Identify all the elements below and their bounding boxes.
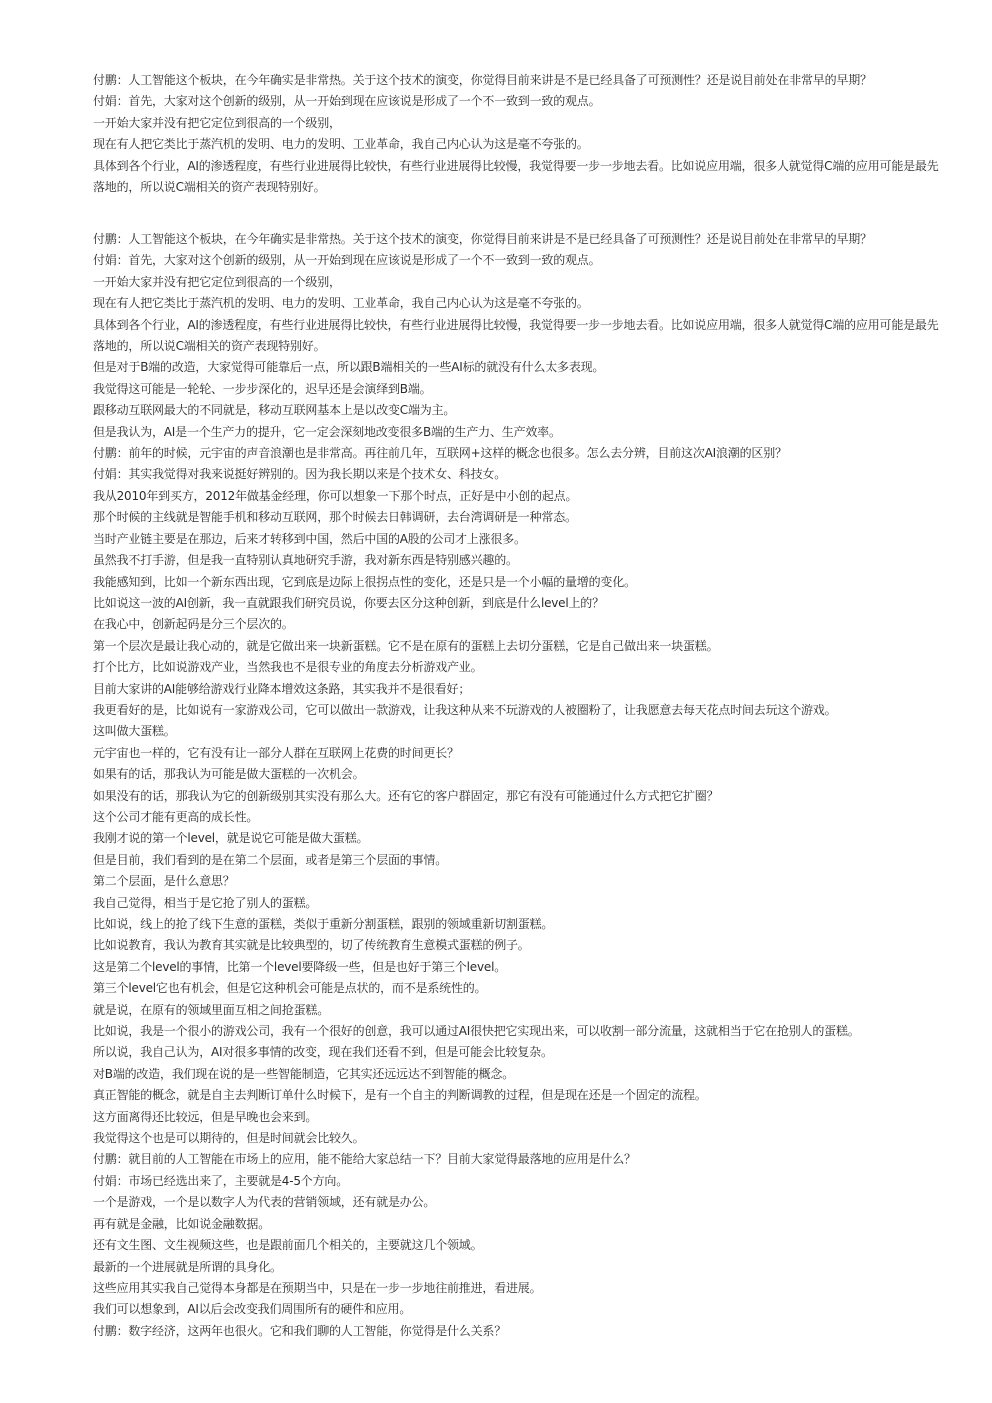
- transcript-line: 我自己觉得，相当于是它抢了别人的蛋糕。: [93, 895, 318, 910]
- transcript-line: 付鹏：人工智能这个板块，在今年确实是非常热。关于这个技术的演变，你觉得目前来讲是不是已经具备了可预测性？还是说目前处在非常早的早期？: [93, 232, 872, 246]
- transcript-line: 现在有人把它类比于蒸汽机的发明、电力的发明、工业革命，我自己内心认为这是毫不夸张的。: [93, 296, 589, 311]
- transcript-line: 付鹏：就目前的人工智能在市场上的应用，能不能给大家总结一下？目前大家觉得最落地的应用是什么？: [93, 1152, 636, 1167]
- transcript-line: 我觉得这个也是可以期待的，但是时间就会比较久。: [93, 1131, 365, 1146]
- transcript-line: 第三个level它也有机会，但是它这种机会可能是点状的，而不是系统性的。: [93, 981, 487, 996]
- transcript-line: 跟移动互联网最大的不同就是，移动互联网基本上是以改变C端为主。: [93, 403, 456, 418]
- transcript-line: 当时产业链主要是在那边，后来才转移到中国，然后中国的A股的公司才上涨很多。: [93, 531, 526, 546]
- transcript-excerpt-2: [93, 229, 945, 1342]
- transcript-line: 第二个层面，是什么意思？: [93, 874, 235, 889]
- transcript-line: 这个公司才能有更高的成长性。: [93, 809, 259, 824]
- transcript-line: 但是我认为，AI是一个生产力的提升，它一定会深刻地改变很多B端的生产力、生产效率。: [93, 424, 561, 439]
- transcript-line: 虽然我不打手游，但是我一直特别认真地研究手游，我对新东西是特别感兴趣的。: [93, 553, 518, 568]
- transcript-line: 我能感知到，比如一个新东西出现，它到底是边际上很拐点性的变化，还是只是一个小幅的量增的变化。: [93, 574, 636, 589]
- transcript-line: 如果有的话，那我认为可能是做大蛋糕的一次机会。: [93, 767, 365, 782]
- transcript-line: 这叫做大蛋糕。: [93, 724, 176, 739]
- transcript-line: 再有就是金融，比如说金融数据。: [93, 1216, 271, 1231]
- transcript-line: 付鹏：数字经济，这两年也很火。它和我们聊的人工智能，你觉得是什么关系？: [93, 1323, 507, 1338]
- transcript-line: 付娟：市场已经选出来了，主要就是4-5个方向。: [93, 1173, 349, 1188]
- transcript-line: 付娟：首先，大家对这个创新的级别，从一开始到现在应该说是形成了一个不一致到一致的观点。: [93, 253, 601, 268]
- transcript-line: 比如说，线上的抢了线下生意的蛋糕，类似于重新分割蛋糕，跟别的领域重新切割蛋糕。: [93, 917, 554, 931]
- transcript-line: 元宇宙也一样的，它有没有让一部分人群在互联网上花费的时间更长？: [93, 745, 459, 760]
- transcript-line: 这些应用其实我自己觉得本身都是在预期当中，只是在一步一步地往前推进，看进展。: [93, 1280, 542, 1295]
- transcript-line: 真正智能的概念，就是自主去判断订单什么时候下，是有一个自主的判断调教的过程，但是现在还是一个固定的流程。: [93, 1088, 707, 1103]
- transcript-line: 我觉得这可能是一轮轮、一步步深化的，迟早还是会演绎到B端。: [93, 381, 432, 396]
- transcript-line: 这方面离得还比较远，但是早晚也会来到。: [93, 1109, 318, 1124]
- transcript-line: 就是说，在原有的领域里面互相之间抢蛋糕。: [93, 1002, 330, 1017]
- transcript-line: 但是目前，我们看到的是在第二个层面，或者是第三个层面的事情。: [93, 852, 448, 867]
- transcript-line: 所以说，我自己认为，AI对很多事情的改变，现在我们还看不到，但是可能会比较复杂。: [93, 1045, 553, 1060]
- transcript-line: 我们可以想象到，AI以后会改变我们周围所有的硬件和应用。: [93, 1302, 412, 1317]
- transcript-line: 我刚才说的第一个level，就是说它可能是做大蛋糕。: [93, 831, 369, 846]
- transcript-line: 一开始大家并没有把它定位到很高的一个级别，: [93, 274, 341, 289]
- transcript-line: 具体到各个行业，AI的渗透程度，有些行业进展得比较快，有些行业进展得比较慢，我觉得要一步一步地去看。比如说应用端，很多人就觉得C端的应用可能是最先落地的，所以说C端相关的资产表现特别好。: [93, 317, 939, 354]
- transcript-excerpt-1: [93, 70, 945, 198]
- transcript-line: 比如说，我是一个很小的游戏公司，我有一个很好的创意，我可以通过AI很快把它实现出来，可以收割一部分流量，这就相当于它在抢别人的蛋糕。: [93, 1024, 860, 1039]
- transcript-line: 一个是游戏，一个是以数字人为代表的营销领域，还有就是办公。: [93, 1195, 436, 1210]
- transcript-line: 我更看好的是，比如说有一家游戏公司，它可以做出一款游戏，让我这种从来不玩游戏的人被圈粉了，让我愿意去每天花点时间去玩这个游戏。: [93, 702, 837, 717]
- transcript-line: 现在有人把它类比于蒸汽机的发明、电力的发明、工业革命，我自己内心认为这是毫不夸张的。: [93, 137, 589, 152]
- transcript-line: 还有文生图、文生视频这些，也是跟前面几个相关的，主要就这几个领域。: [93, 1238, 483, 1253]
- transcript-line: 一开始大家并没有把它定位到很高的一个级别，: [93, 115, 341, 130]
- transcript-line: 第一个层次是最让我心动的，就是它做出来一块新蛋糕。它不是在原有的蛋糕上去切分蛋糕，它是自己做出来一块蛋糕。: [93, 638, 719, 653]
- transcript-line: 但是对于B端的改造，大家觉得可能靠后一点，所以跟B端相关的一些AI标的就没有什么太多表现。: [93, 360, 605, 375]
- transcript-line: 如果没有的话，那我认为它的创新级别其实没有那么大。还有它的客户群固定，那它有没有可能通过什么方式把它扩圈？: [93, 788, 719, 803]
- transcript-line: 在我心中，创新起码是分三个层次的。: [93, 617, 294, 632]
- transcript-line: 付鹏：人工智能这个板块，在今年确实是非常热。关于这个技术的演变，你觉得目前来讲是不是已经具备了可预测性？还是说目前处在非常早的早期？: [93, 73, 872, 87]
- transcript-line: 付鹏：前年的时候，元宇宙的声音浪潮也是非常高。再往前几年，互联网+这样的概念也很多。怎么去分辨，目前这次AI浪潮的区别？: [93, 446, 787, 461]
- transcript-line: 这是第二个level的事情，比第一个level要降级一些，但是也好于第三个level。: [93, 959, 507, 974]
- transcript-line: 对B端的改造，我们现在说的是一些智能制造，它其实还远远达不到智能的概念。: [93, 1066, 515, 1081]
- transcript-line: 付娟：其实我觉得对我来说挺好辨别的。因为我长期以来是个技术女、科技女。: [93, 467, 507, 482]
- transcript-line: 我从2010年到买方，2012年做基金经理，你可以想象一下那个时点，正好是中小创的起点。: [93, 488, 578, 503]
- transcript-line: 目前大家讲的AI能够给游戏行业降本增效这条路，其实我并不是很看好；: [93, 681, 471, 696]
- transcript-line: 比如说这一波的AI创新，我一直就跟我们研究员说，你要去区分这种创新，到底是什么level上的？: [93, 595, 604, 610]
- transcript-line: 具体到各个行业，AI的渗透程度，有些行业进展得比较快，有些行业进展得比较慢，我觉得要一步一步地去看。比如说应用端，很多人就觉得C端的应用可能是最先落地的，所以说C端相关的资产表现特别好。: [93, 158, 939, 195]
- transcript-line: 最新的一个进展就是所谓的具身化。: [93, 1259, 282, 1274]
- transcript-line: 打个比方，比如说游戏产业，当然我也不是很专业的角度去分析游戏产业。: [93, 660, 483, 675]
- transcript-line: 付娟：首先，大家对这个创新的级别，从一开始到现在应该说是形成了一个不一致到一致的观点。: [93, 94, 601, 109]
- transcript-line: 比如说教育，我认为教育其实就是比较典型的，切了传统教育生意模式蛋糕的例子。: [93, 938, 530, 953]
- transcript-line: 那个时候的主线就是智能手机和移动互联网，那个时候去日韩调研，去台湾调研是一种常态。: [93, 510, 577, 525]
